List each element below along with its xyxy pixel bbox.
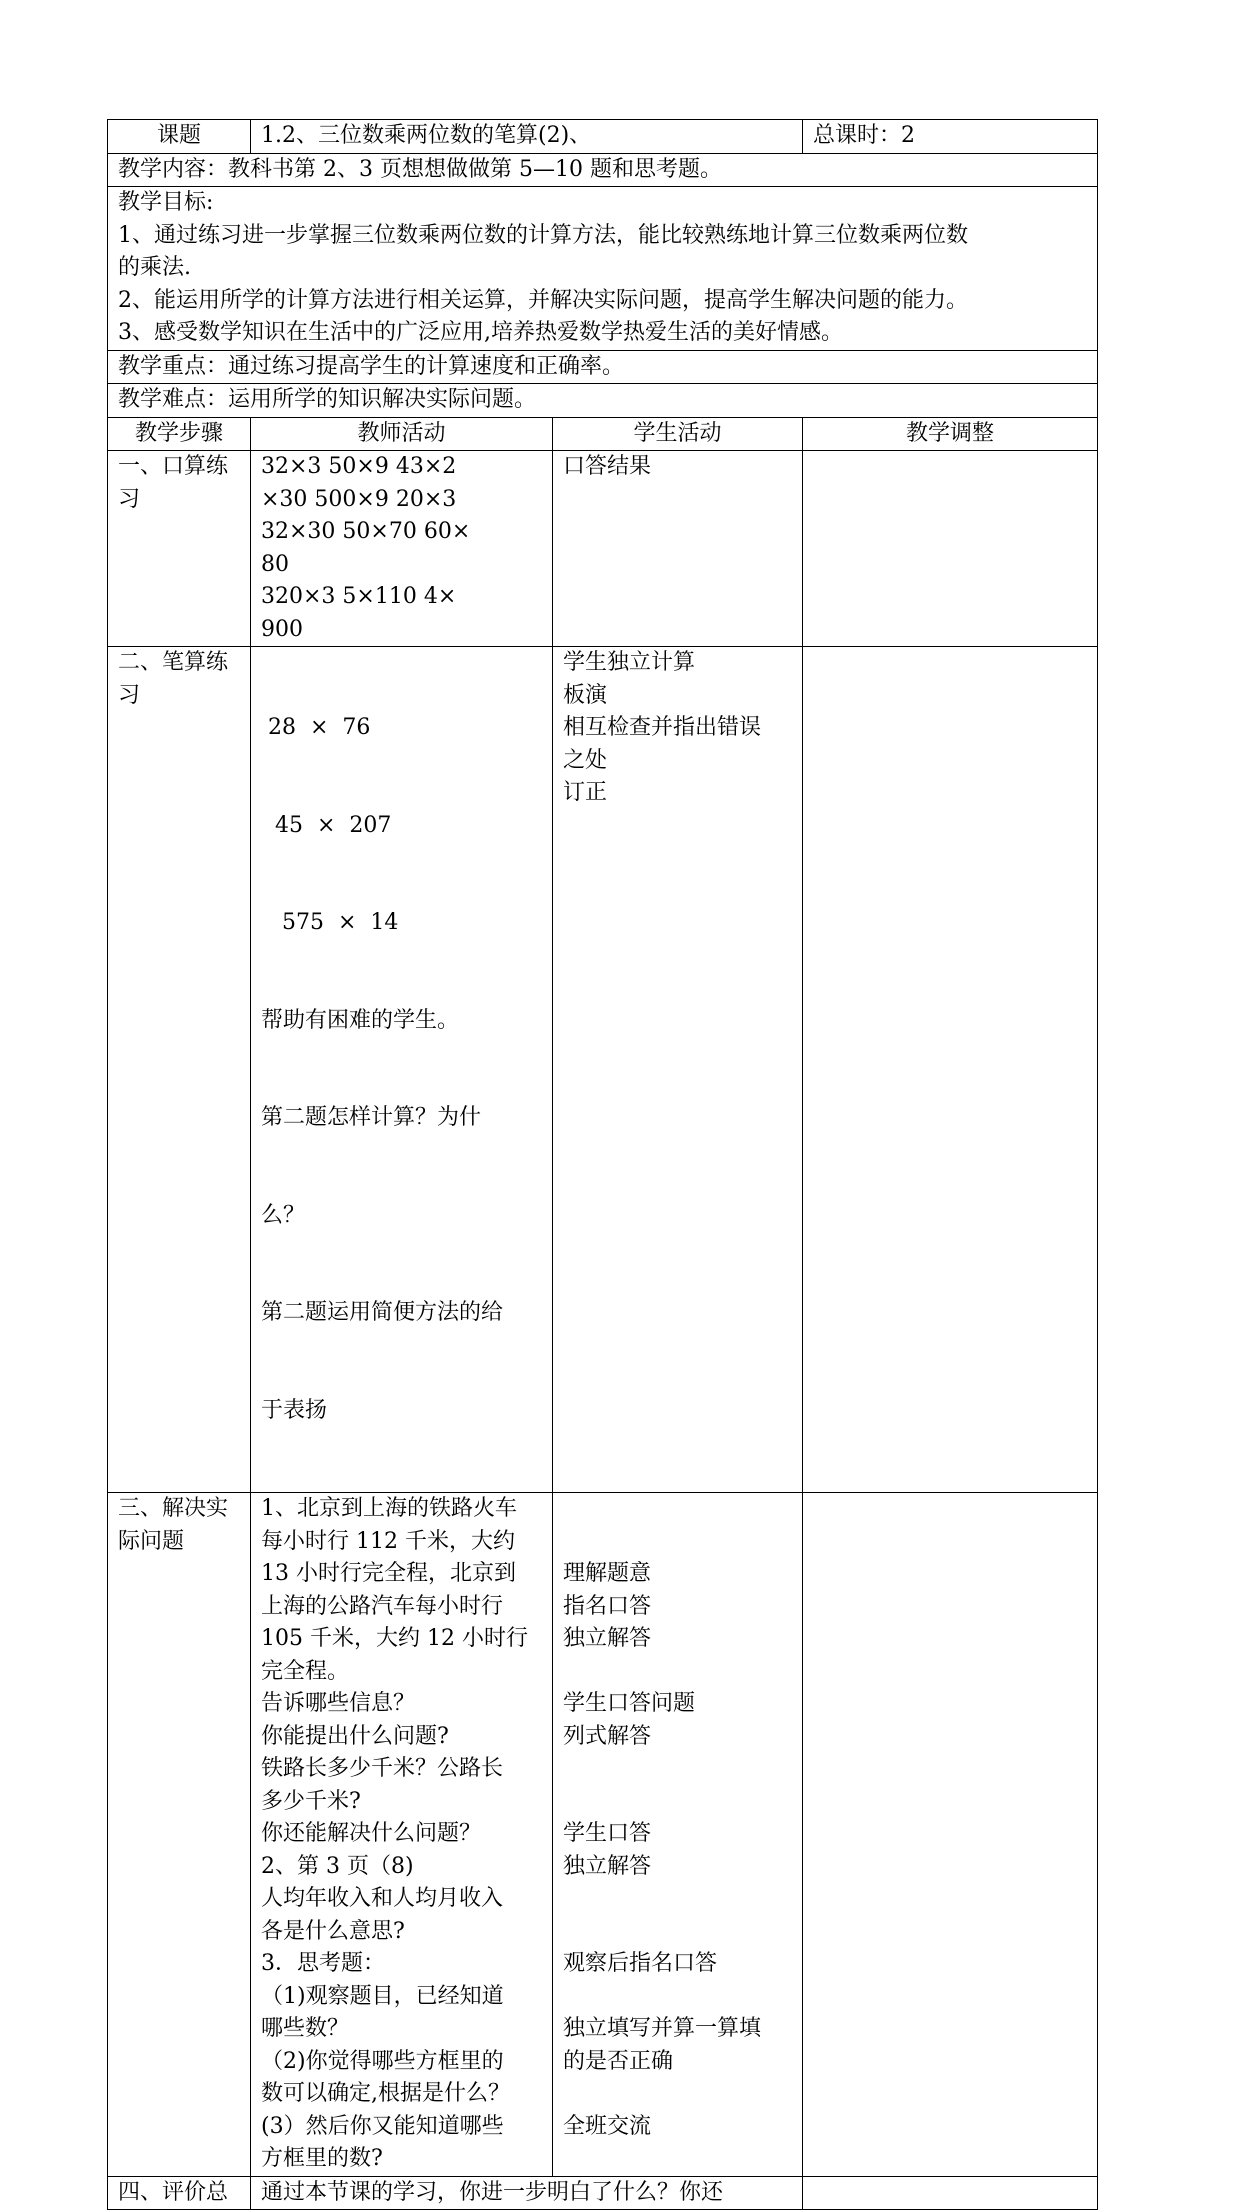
student-line: 理解题意 (563, 1561, 652, 1586)
student-line: 独立填写并算一算填 (563, 2016, 762, 2041)
student-line: 独立解答 (563, 1853, 652, 1879)
goal-1b: 的乘法. (118, 255, 191, 280)
teacher-cell (251, 2176, 803, 2210)
teacher-line: 你还能解决什么问题？ (261, 1821, 482, 1846)
adjust-cell (803, 647, 1098, 1493)
teacher-line: （2)你觉得哪些方框里的 (261, 2048, 504, 2074)
topic-value: 1.2、三位数乘两位数的笔算(2)、 (251, 120, 803, 154)
student-line: 板演 (563, 682, 608, 708)
student-line: 全班交流 (563, 2113, 652, 2139)
teacher-cell (251, 647, 553, 1493)
student-line: 的是否正确 (563, 2048, 674, 2074)
teacher-line: 320×3 5×110 4× (261, 584, 457, 609)
lesson-plan-table (107, 119, 1098, 2210)
key-point-row (108, 350, 1098, 384)
teacher-line: 告诉哪些信息？ (261, 1691, 416, 1716)
adjust-cell (803, 1493, 1098, 2177)
teacher-line: 各是什么意思? (261, 1918, 405, 1944)
student-line: 观察后指名口答 (563, 1951, 718, 1976)
teacher-line: 32×3 50×9 43×2 (261, 454, 457, 479)
section-row-evaluation (108, 2176, 1098, 2210)
teacher-line: 每小时行 112 千米，大约 (261, 1528, 515, 1554)
topic-label: 课题 (108, 120, 251, 154)
teacher-line: 80 (261, 551, 289, 577)
teacher-cell (251, 1493, 553, 2177)
adjust-cell (803, 2176, 1098, 2210)
goal-3: 3、感受数学知识在生活中的广泛应用,培养热爱数学热爱生活的美好情感。 (118, 320, 843, 345)
teacher-line: 第二题怎样计算？为什 (261, 1105, 482, 1130)
content-row (108, 153, 1098, 187)
step-label: 二、笔算练 (118, 650, 229, 675)
teaching-content: 教学内容：教科书第 2、3 页想想做做第 5—10 题和思考题。 (108, 153, 1098, 187)
student-line: 订正 (563, 780, 608, 805)
adjust-cell (803, 451, 1098, 647)
teacher-line: 数可以确定,根据是什么？ (261, 2081, 510, 2106)
student-line: 学生口答问题 (563, 1691, 696, 1716)
teacher-line: 105 千米，大约 12 小时行 (261, 1626, 528, 1651)
student-cell (553, 1493, 803, 2177)
col-header-student: 学生活动 (553, 417, 803, 451)
teacher-line: 于表扬 (261, 1397, 328, 1423)
teacher-line: 你能提出什么问题? (261, 1723, 449, 1749)
teacher-line: 2、第 3 页（8) (261, 1853, 414, 1879)
teacher-line: 575 × 14 (261, 910, 399, 935)
teacher-line: 么？ (261, 1202, 306, 1228)
student-line: 学生独立计算 (563, 650, 696, 675)
teacher-line: 32×30 50×70 60× (261, 519, 471, 544)
teacher-line: 方框里的数? (261, 2146, 383, 2171)
teacher-line: 第二题运用简便方法的给 (261, 1300, 504, 1325)
teacher-line: 多少千米? (261, 1788, 361, 1814)
teacher-line: 上海的公路汽车每小时行 (261, 1593, 504, 1619)
student-line: 口答结果 (563, 454, 652, 479)
student-line: 学生口答 (563, 1821, 652, 1846)
student-line: 独立解答 (563, 1626, 652, 1651)
teacher-line: 铁路长多少千米？公路长 (261, 1756, 504, 1781)
student-line: 之处 (563, 747, 608, 773)
teacher-line: 3．思考题： (261, 1951, 385, 1976)
step-label: 三、解决实 (118, 1496, 229, 1521)
section-row-problems (108, 1493, 1098, 2177)
teacher-line: （1)观察题目，已经知道 (261, 1983, 504, 2009)
teacher-cell (251, 451, 553, 647)
goals-row (108, 187, 1098, 351)
teacher-line: 帮助有困难的学生。 (261, 1007, 460, 1033)
student-line: 指名口答 (563, 1593, 652, 1619)
step-label: 一、口算练 (118, 454, 229, 479)
col-header-steps: 教学步骤 (108, 417, 251, 451)
teacher-line: 完全程。 (261, 1658, 350, 1684)
col-header-teacher: 教师活动 (251, 417, 553, 451)
total-hours: 总课时：2 (803, 120, 1098, 154)
step-cell (108, 647, 251, 1493)
step-cell (108, 2176, 251, 2210)
teaching-goals (108, 187, 1098, 351)
student-line: 列式解答 (563, 1723, 652, 1749)
section-row-oral (108, 451, 1098, 647)
step-cell (108, 451, 251, 647)
step-cell (108, 1493, 251, 2177)
teacher-line: 13 小时行完全程，北京到 (261, 1561, 516, 1586)
goal-1a: 1、通过练习进一步掌握三位数乘两位数的计算方法，能比较熟练地计算三位数乘两位数 (118, 222, 968, 248)
goal-2: 2、能运用所学的计算方法进行相关运算，并解决实际问题，提高学生解决问题的能力。 (118, 287, 968, 313)
step-label-cont: 习 (118, 486, 141, 512)
teacher-line: (3）然后你又能知道哪些 (261, 2113, 504, 2139)
difficulty: 教学难点：运用所学的知识解决实际问题。 (108, 384, 1098, 418)
column-header-row (108, 417, 1098, 451)
section-row-written (108, 647, 1098, 1493)
teacher-line: 28 × 76 (261, 715, 371, 740)
col-header-adjust: 教学调整 (803, 417, 1098, 451)
goals-title: 教学目标: (118, 190, 214, 215)
difficulty-row (108, 384, 1098, 418)
key-point: 教学重点：通过练习提高学生的计算速度和正确率。 (108, 350, 1098, 384)
step-label-cont: 习 (118, 682, 141, 708)
student-line: 相互检查并指出错误 (563, 715, 762, 740)
teacher-line: 人均年收入和人均月收入 (261, 1886, 504, 1911)
teacher-line: 哪些数？ (261, 2016, 350, 2041)
student-cell (553, 451, 803, 647)
teacher-line: 通过本节课的学习，你进一步明白了什么？你还 (261, 2179, 724, 2205)
step-label: 四、评价总 (118, 2179, 229, 2205)
teacher-line: 1、北京到上海的铁路火车 (261, 1496, 517, 1521)
topic-row (108, 120, 1098, 154)
teacher-line: 900 (261, 616, 303, 642)
teacher-line: ×30 500×9 20×3 (261, 486, 457, 512)
student-cell (553, 647, 803, 1493)
step-label-cont: 际问题 (118, 1528, 185, 1554)
teacher-line: 45 × 207 (261, 812, 392, 838)
